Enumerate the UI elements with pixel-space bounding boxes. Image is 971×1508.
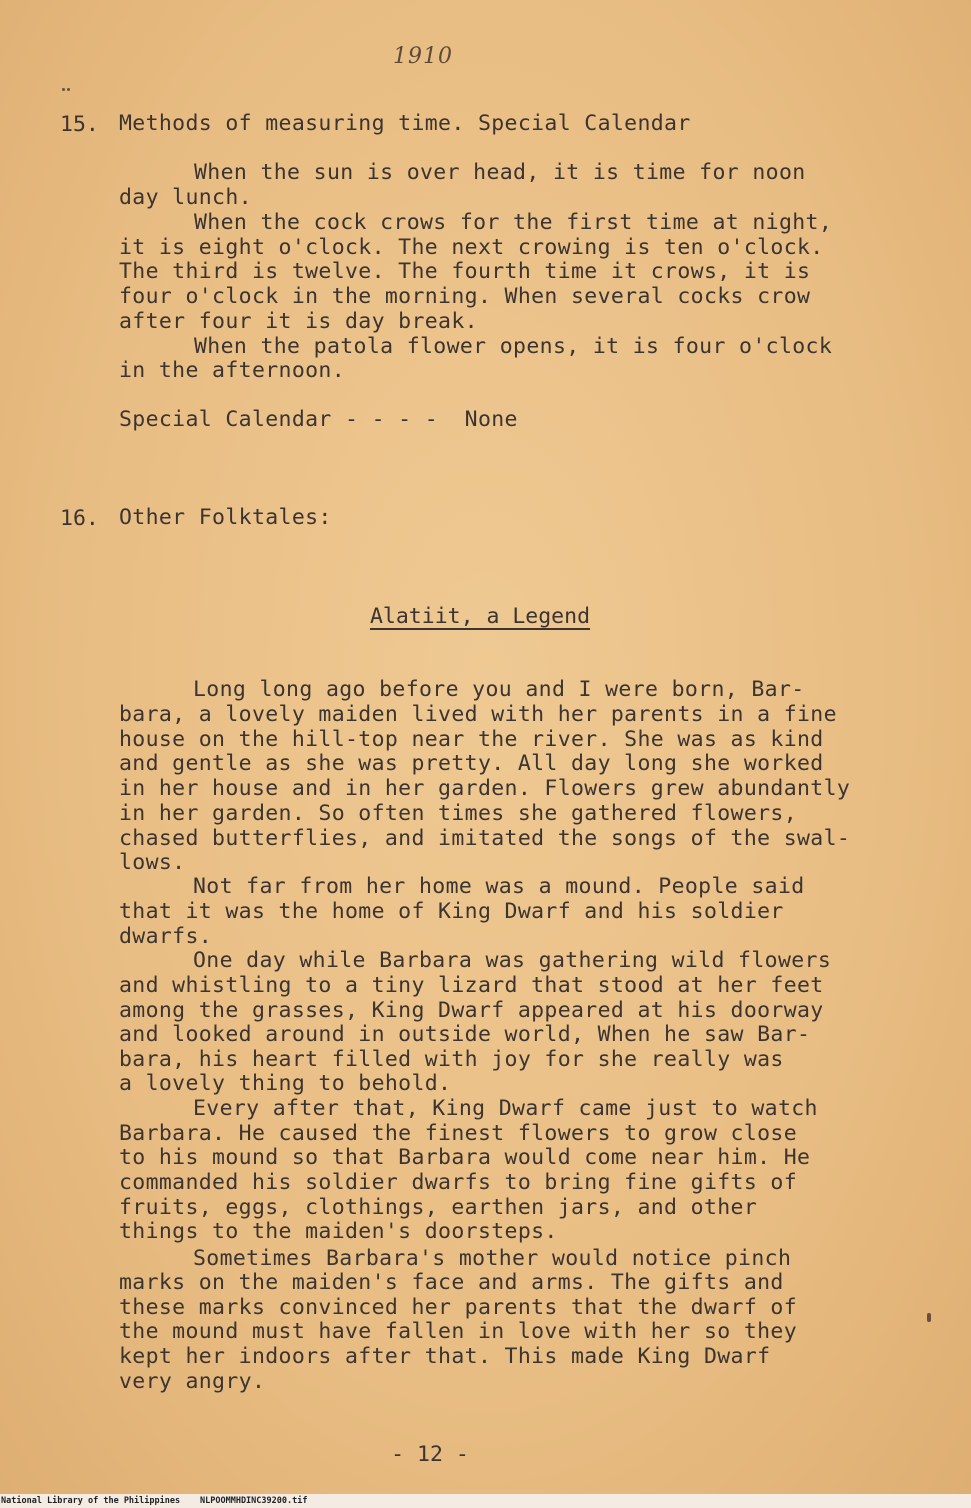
story-line: to his mound so that Barbara would come near him. He bbox=[119, 1145, 811, 1170]
footer-filename: NLPOOMMHDINC39200.tif bbox=[200, 1496, 308, 1506]
story-line: and gentle as she was pretty. All day long she worked bbox=[119, 751, 824, 776]
para-line: after four it is day break. bbox=[119, 309, 478, 334]
para-line: When the sun is over head, it is time for noon bbox=[194, 160, 806, 185]
section-16-heading: Other Folktales: bbox=[119, 505, 332, 530]
story-line: very angry. bbox=[119, 1369, 266, 1394]
story-line: One day while Barbara was gathering wild flowers bbox=[193, 948, 832, 973]
story-line: the mound must have fallen in love with her so they bbox=[119, 1319, 797, 1344]
story-line: dwarfs. bbox=[119, 924, 213, 949]
story-line: chased butterflies, and imitated the songs of the swal- bbox=[119, 826, 851, 851]
footer-library: National Library of the Philippines bbox=[1, 1496, 181, 1506]
special-calendar-line: Special Calendar - - - - None bbox=[119, 407, 518, 432]
section-15-heading: Methods of measuring time. Special Calendar bbox=[119, 111, 691, 136]
story-line: and looked around in outside world, When he saw Bar- bbox=[119, 1022, 811, 1047]
story-line: Long long ago before you and I were born, Bar- bbox=[193, 677, 805, 702]
story-line: commanded his soldier dwarfs to bring fine gifts of bbox=[119, 1170, 797, 1195]
ink-speck bbox=[927, 1313, 931, 1322]
para-line: day lunch. bbox=[119, 185, 252, 210]
para-line: When the patola flower opens, it is four o'clock bbox=[194, 334, 833, 359]
story-line: bara, a lovely maiden lived with her parents in a fine bbox=[119, 702, 837, 727]
story-line: in her house and in her garden. Flowers grew abundantly bbox=[119, 776, 851, 801]
story-line: fruits, eggs, clothings, earthen jars, and other bbox=[119, 1195, 758, 1220]
story-line: lows. bbox=[119, 850, 186, 875]
section-15-number: 15. bbox=[60, 112, 99, 137]
story-line: marks on the maiden's face and arms. The gifts and bbox=[119, 1270, 784, 1295]
story-line: Not far from her home was a mound. People said bbox=[193, 874, 805, 899]
story-line: and whistling to a tiny lizard that stood at her feet bbox=[119, 973, 824, 998]
story-line: among the grasses, King Dwarf appeared at his doorway bbox=[119, 998, 824, 1023]
para-line: The third is twelve. The fourth time it crows, it is bbox=[119, 259, 811, 284]
para-line: four o'clock in the morning. When several cocks crow bbox=[119, 284, 811, 309]
ink-speck bbox=[62, 88, 65, 91]
story-line: house on the hill-top near the river. She was as kind bbox=[119, 727, 824, 752]
story-line: things to the maiden's doorsteps. bbox=[119, 1219, 558, 1244]
para-line: in the afternoon. bbox=[119, 358, 345, 383]
handwritten-page-mark: 1910 bbox=[393, 44, 453, 69]
story-line: in her garden. So often times she gathered flowers, bbox=[119, 801, 797, 826]
story-line: that it was the home of King Dwarf and his soldier bbox=[119, 899, 784, 924]
story-line: these marks convinced her parents that the dwarf of bbox=[119, 1295, 797, 1320]
page-number: - 12 - bbox=[391, 1442, 469, 1467]
ink-speck bbox=[67, 88, 70, 91]
story-title: Alatiit, a Legend bbox=[369, 604, 591, 629]
story-line: kept her indoors after that. This made King Dwarf bbox=[119, 1344, 771, 1369]
story-line: bara, his heart filled with joy for she really was bbox=[119, 1047, 784, 1072]
story-line: Barbara. He caused the finest flowers to grow close bbox=[119, 1121, 797, 1146]
story-line: a lovely thing to behold. bbox=[119, 1071, 452, 1096]
para-line: When the cock crows for the first time at night, bbox=[194, 210, 833, 235]
section-16-number: 16. bbox=[60, 506, 99, 531]
story-line: Every after that, King Dwarf came just to watch bbox=[193, 1096, 818, 1121]
story-line: Sometimes Barbara's mother would notice pinch bbox=[193, 1246, 792, 1271]
para-line: it is eight o'clock. The next crowing is ten o'clock. bbox=[119, 235, 824, 260]
